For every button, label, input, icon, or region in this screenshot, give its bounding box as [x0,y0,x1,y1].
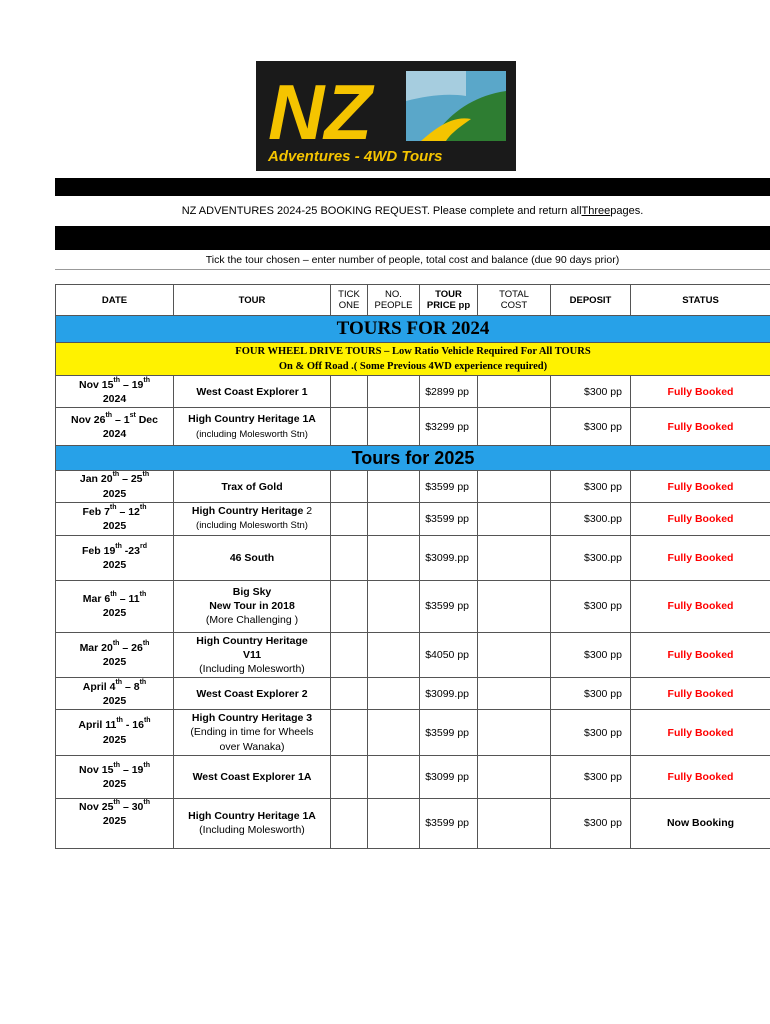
total-cell[interactable] [478,678,551,710]
date-cell: Feb 19th -23rd 2025 [56,535,174,580]
people-cell[interactable] [368,710,420,756]
table-row [56,710,770,756]
table-row [56,798,770,848]
table-row [56,632,770,678]
tour-cell: High Country Heritage V11 (Including Molesworth) [174,632,331,678]
col-tour: TOUR [174,285,331,316]
tick-cell[interactable] [331,755,368,798]
people-cell[interactable] [368,408,420,446]
date-cell: Mar 6th – 11th 2025 [56,580,174,632]
status-cell: Fully Booked [631,408,770,446]
table-row [56,535,770,580]
total-cell[interactable] [478,471,551,502]
people-cell[interactable] [368,502,420,535]
instruction-text: Tick the tour chosen – enter number of people, total cost and balance (due 90 days prior) [55,252,770,270]
table-row [56,678,770,710]
people-cell[interactable] [368,632,420,678]
price-cell: $3599 pp [420,798,478,848]
date-cell: Nov 26th – 1st Dec 2024 [56,408,174,446]
tour-cell: West Coast Explorer 1A [174,755,331,798]
col-total: TOTAL COST [478,285,551,316]
booking-table [55,284,770,849]
people-cell[interactable] [368,376,420,408]
date-cell: Feb 7th – 12th 2025 [56,502,174,535]
deposit-cell: $300.pp [551,535,631,580]
deposit-cell: $300 pp [551,678,631,710]
price-cell: $3599 pp [420,710,478,756]
date-cell: Nov 25th – 30th 2025 [56,798,174,848]
total-cell[interactable] [478,710,551,756]
table-row [56,502,770,535]
date-cell: Nov 15th – 19th 2024 [56,376,174,408]
status-cell: Fully Booked [631,535,770,580]
people-cell[interactable] [368,755,420,798]
people-cell[interactable] [368,535,420,580]
price-cell: $4050 pp [420,632,478,678]
price-cell: $3099 pp [420,755,478,798]
table-row [56,408,770,446]
nz-adventures-logo [256,61,516,171]
deposit-cell: $300 pp [551,755,631,798]
date-cell: April 11th - 16th 2025 [56,710,174,756]
people-cell[interactable] [368,798,420,848]
deposit-cell: $300 pp [551,408,631,446]
tour-cell: High Country Heritage 3 (Ending in time for Wheels over Wanaka) [174,710,331,756]
col-people: NO. PEOPLE [368,285,420,316]
table-row [56,755,770,798]
price-cell: $3599 pp [420,471,478,502]
people-cell[interactable] [368,678,420,710]
total-cell[interactable] [478,755,551,798]
date-cell: April 4th – 8th 2025 [56,678,174,710]
table-header [56,285,770,316]
total-cell[interactable] [478,535,551,580]
date-cell: Jan 20th – 25th 2025 [56,471,174,502]
status-cell: Fully Booked [631,502,770,535]
tour-cell: High Country Heritage 2 (including Molesworth Stn) [174,502,331,535]
status-cell: Fully Booked [631,710,770,756]
col-status: STATUS [631,285,770,316]
col-deposit: DEPOSIT [551,285,631,316]
deposit-cell: $300 pp [551,798,631,848]
price-cell: $3599 pp [420,502,478,535]
table-row [56,471,770,502]
date-cell: Mar 20th – 26th 2025 [56,632,174,678]
tick-cell[interactable] [331,798,368,848]
tick-cell[interactable] [331,408,368,446]
col-price: TOUR PRICE pp [420,285,478,316]
deposit-cell: $300 pp [551,376,631,408]
table-row [56,376,770,408]
tick-cell[interactable] [331,535,368,580]
col-date: DATE [56,285,174,316]
people-cell[interactable] [368,580,420,632]
total-cell[interactable] [478,376,551,408]
tour-cell: Trax of Gold [174,471,331,502]
status-cell: Fully Booked [631,376,770,408]
col-tick: TICK ONE [331,285,368,316]
page-title: NZ ADVENTURES 2024-25 BOOKING REQUEST. Please complete and return all Three pages. [55,196,770,226]
deposit-cell: $300 pp [551,710,631,756]
svg-text:Adventures - 4WD Tours: Adventures - 4WD Tours [268,148,443,165]
price-cell: $3599 pp [420,580,478,632]
status-cell: Now Booking [631,798,770,848]
table-row [56,580,770,632]
tour-cell: Big Sky New Tour in 2018 (More Challenging ) [174,580,331,632]
tick-cell[interactable] [331,632,368,678]
total-cell[interactable] [478,502,551,535]
section-header-2025: Tours for 2025 [56,446,770,471]
section-header-2024: TOURS FOR 2024 [56,316,770,343]
total-cell[interactable] [478,632,551,678]
price-cell: $2899 pp [420,376,478,408]
tour-cell: 46 South [174,535,331,580]
total-cell[interactable] [478,798,551,848]
section-note: FOUR WHEEL DRIVE TOURS – Low Ratio Vehicle Required For All TOURS On & Off Road .( Some Previous 4WD experience required) [56,343,770,376]
tick-cell[interactable] [331,502,368,535]
deposit-cell: $300 pp [551,471,631,502]
status-cell: Fully Booked [631,632,770,678]
tick-cell[interactable] [331,710,368,756]
deposit-cell: $300 pp [551,632,631,678]
status-cell: Fully Booked [631,755,770,798]
total-cell[interactable] [478,580,551,632]
tick-cell[interactable] [331,678,368,710]
deposit-cell: $300 pp [551,580,631,632]
tour-cell: High Country Heritage 1A (Including Molesworth) [174,798,331,848]
status-cell: Fully Booked [631,678,770,710]
tour-cell: High Country Heritage 1A (including Molesworth Stn) [174,408,331,446]
svg-text:NZ: NZ [268,68,372,156]
status-cell: Fully Booked [631,471,770,502]
status-cell: Fully Booked [631,580,770,632]
tick-cell[interactable] [331,580,368,632]
tour-cell: West Coast Explorer 2 [174,678,331,710]
date-cell: Nov 15th – 19th 2025 [56,755,174,798]
tick-cell[interactable] [331,471,368,502]
price-cell: $3099.pp [420,535,478,580]
people-cell[interactable] [368,471,420,502]
tick-cell[interactable] [331,376,368,408]
price-cell: $3099.pp [420,678,478,710]
tour-cell: West Coast Explorer 1 [174,376,331,408]
total-cell[interactable] [478,408,551,446]
deposit-cell: $300.pp [551,502,631,535]
price-cell: $3299 pp [420,408,478,446]
